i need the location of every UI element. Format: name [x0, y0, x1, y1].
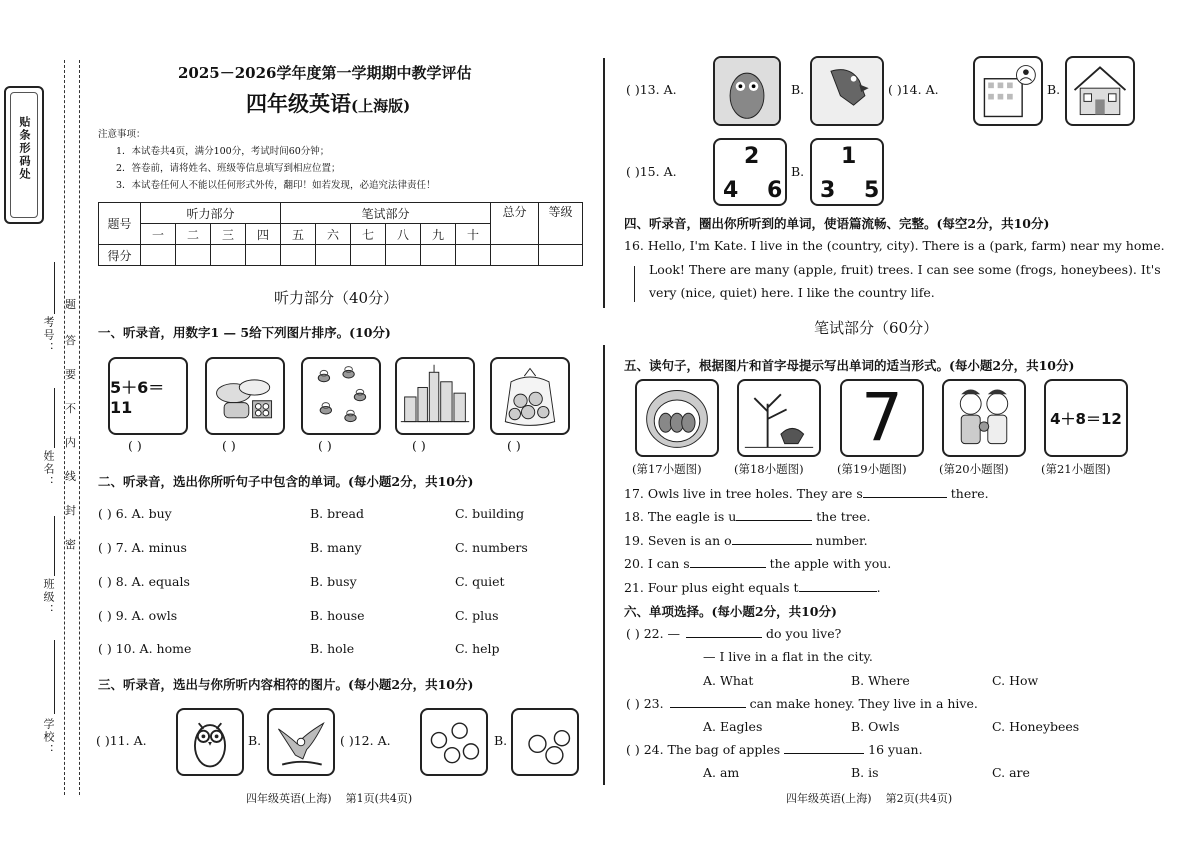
seal-char: 线 — [65, 470, 76, 483]
eagle-photo-icon — [810, 56, 884, 126]
answer-blank[interactable] — [863, 486, 947, 498]
note-item: 1．本试卷共4页，满分100分，考试时间60分钟； — [116, 146, 330, 157]
seal-char: 密 — [65, 538, 76, 551]
school-field[interactable] — [54, 640, 55, 714]
question-19 — [624, 533, 868, 548]
option-b: B. many — [310, 540, 362, 555]
bread-icon — [205, 357, 285, 435]
eagle-under-tree-icon — [737, 379, 821, 457]
question-7[interactable]: ( ) 7. A. minus — [98, 540, 187, 555]
option-b-label: B. — [791, 82, 805, 97]
option-b: B. hole — [310, 641, 355, 656]
house-icon — [1065, 56, 1135, 126]
city-buildings-icon — [395, 357, 475, 435]
answer-blank[interactable] — [736, 509, 812, 521]
subject-title — [246, 88, 410, 118]
score-cell[interactable] — [386, 245, 421, 266]
bracket-mark — [634, 266, 639, 302]
subject-name: 四年级英语 — [246, 91, 351, 116]
flat-building-icon — [973, 56, 1043, 126]
owl-icon — [176, 708, 244, 776]
option-c: C. building — [455, 506, 525, 521]
edition-label: (上海版) — [351, 97, 411, 115]
answer-blank[interactable] — [732, 533, 812, 545]
question-text: 20. I can s — [624, 556, 690, 571]
section-1-heading: 一、听录音，用数字1 — 5给下列图片排序。(10分) — [98, 325, 391, 340]
option-b[interactable]: B. Where — [851, 673, 910, 688]
big-seven: 7 — [861, 379, 903, 456]
numeral: 四 — [246, 224, 281, 245]
exam-no-field[interactable] — [54, 262, 55, 314]
score-cell[interactable] — [281, 245, 316, 266]
notes-heading: 注意事项： — [98, 129, 146, 140]
math-text: 4＋8＝12 — [1050, 409, 1122, 428]
option-c: C. quiet — [455, 574, 505, 589]
answer-blank[interactable] — [686, 626, 762, 638]
option-b-label: B. — [248, 733, 262, 748]
question-10[interactable]: ( ) 10. A. home — [98, 641, 192, 656]
question-text: can make honey. They live in a hive. — [745, 696, 978, 711]
numeral: 三 — [211, 224, 246, 245]
seal-char: 题 — [65, 298, 76, 311]
answer-blank[interactable] — [690, 556, 766, 568]
footer-page-2: 四年级英语(上海) 第2页(共4页) — [786, 792, 953, 805]
barcode-label: 贴条形码处 — [18, 116, 31, 181]
option-b[interactable]: B. is — [851, 765, 879, 780]
question-text: 19. Seven is an o — [624, 533, 732, 548]
option-a[interactable]: A. Eagles — [703, 719, 763, 734]
bag-of-apples-icon — [490, 357, 570, 435]
section-4-heading: 四、听录音，圈出你所听到的单词，使语篇流畅、完整。(每空2分，共10分) — [624, 216, 1050, 231]
writing-heading: 笔试部分（60分） — [814, 319, 939, 337]
score-cell[interactable] — [211, 245, 246, 266]
score-cell[interactable] — [491, 245, 539, 266]
answer-blank[interactable] — [670, 696, 746, 708]
listening-header: 听力部分 — [141, 203, 281, 224]
question-prefix: ( ) 23. — [626, 696, 664, 711]
score-cell[interactable] — [456, 245, 491, 266]
owl-photo-icon — [713, 56, 781, 126]
question-8[interactable]: ( ) 8. A. equals — [98, 574, 190, 589]
question-text: 17. Owls live in tree holes. They are s — [624, 486, 863, 501]
school-label: 学校： — [42, 718, 55, 757]
score-cell[interactable] — [351, 245, 386, 266]
order-answer-blank[interactable]: ( ) — [412, 438, 426, 453]
option-b-label: B. — [1047, 82, 1061, 97]
card-number: 5 — [864, 178, 880, 203]
question-text: the tree. — [812, 509, 871, 524]
picture-caption: (第17小题图) — [632, 462, 702, 476]
binding-line — [64, 60, 65, 795]
picture-caption: (第20小题图) — [939, 462, 1009, 476]
option-b: B. busy — [310, 574, 357, 589]
question-13[interactable]: ( )13. A. — [626, 82, 677, 97]
writing-header: 笔试部分 — [281, 203, 491, 224]
option-a[interactable]: A. What — [703, 673, 754, 688]
order-answer-blank[interactable]: ( ) — [507, 438, 521, 453]
option-b: B. house — [310, 608, 365, 623]
seal-char: 要 — [65, 368, 76, 381]
order-answer-blank[interactable]: ( ) — [128, 438, 142, 453]
footer-page-1: 四年级英语(上海) 第1页(共4页) — [246, 792, 413, 805]
option-b-label: B. — [791, 164, 805, 179]
seal-char: 内 — [65, 436, 76, 449]
grade-header: 等级 — [539, 203, 583, 245]
card-number: 1 — [841, 144, 857, 169]
exam-title: 2025－2026学年度第一学期期中教学评估 — [178, 64, 472, 82]
picture-math-5-plus-6 — [108, 357, 188, 435]
score-cell[interactable] — [316, 245, 351, 266]
passage-line: 16. Hello, I'm Kate. I live in the (country, city). There is a (park, farm) near my home. — [624, 238, 1165, 253]
question-9[interactable]: ( ) 9. A. owls — [98, 608, 178, 623]
eagle-icon — [267, 708, 335, 776]
question-prefix: ( ) 22. — — [626, 626, 681, 641]
numeral: 十 — [456, 224, 491, 245]
math-4-plus-8-card — [1044, 379, 1128, 457]
numbers-odd-card — [810, 138, 884, 206]
question-21 — [624, 580, 881, 595]
option-c[interactable]: C. Honeybees — [992, 719, 1080, 734]
question-22-answer-line: — I live in a flat in the city. — [703, 649, 873, 664]
score-cell[interactable] — [176, 245, 211, 266]
seal-char: 答 — [65, 334, 76, 347]
option-b-label: B. — [494, 733, 508, 748]
passage-line: Look! There are many (apple, fruit) trees. I can see some (frogs, honeybees). It's — [649, 262, 1161, 277]
question-text: 21. Four plus eight equals t — [624, 580, 799, 595]
answer-blank[interactable] — [799, 580, 877, 592]
question-14[interactable]: ( )14. A. — [888, 82, 939, 97]
order-answer-blank[interactable]: ( ) — [318, 438, 332, 453]
page-divider — [603, 58, 605, 308]
question-11[interactable]: ( )11. A. — [96, 733, 147, 748]
exam-no-label: 考号： — [42, 316, 55, 355]
score-cell[interactable] — [246, 245, 281, 266]
name-field[interactable] — [54, 388, 55, 448]
option-a[interactable]: A. am — [703, 765, 740, 780]
score-cell[interactable] — [539, 245, 583, 266]
question-text: . — [876, 580, 881, 595]
option-c: C. numbers — [455, 540, 528, 555]
numeral: 二 — [176, 224, 211, 245]
question-20 — [624, 556, 891, 571]
option-b[interactable]: B. Owls — [851, 719, 900, 734]
question-17 — [624, 486, 989, 501]
picture-caption: (第21小题图) — [1041, 462, 1111, 476]
numeral: 七 — [351, 224, 386, 245]
apples-three-icon — [420, 708, 488, 776]
question-12[interactable]: ( )12. A. — [340, 733, 391, 748]
question-text: the apple with you. — [765, 556, 892, 571]
class-field[interactable] — [54, 516, 55, 576]
question-23[interactable] — [626, 696, 978, 711]
option-c[interactable]: C. are — [992, 765, 1030, 780]
passage-line: very (nice, quiet) here. I like the country life. — [649, 285, 935, 300]
section-2-heading: 二、听录音，选出你所听句子中包含的单词。(每小题2分，共10分) — [98, 474, 474, 489]
card-number: 6 — [767, 178, 783, 203]
question-text: there. — [946, 486, 989, 501]
total-header: 总分 — [491, 203, 539, 245]
numbers-even-card — [713, 138, 787, 206]
numeral: 六 — [316, 224, 351, 245]
question-text: 18. The eagle is u — [624, 509, 737, 524]
option-b: B. bread — [310, 506, 364, 521]
card-number: 2 — [744, 144, 760, 169]
numeral: 五 — [281, 224, 316, 245]
honeybees-icon — [301, 357, 381, 435]
question-prefix: ( ) 24. The bag of apples — [626, 742, 781, 757]
order-answer-blank[interactable]: ( ) — [222, 438, 236, 453]
note-item: 2．答卷前，请将姓名、班级等信息填写到相应位置； — [116, 163, 341, 174]
option-c[interactable]: C. How — [992, 673, 1039, 688]
option-c: C. help — [455, 641, 500, 656]
apples-two-icon — [511, 708, 579, 776]
kids-sharing-apple-icon — [942, 379, 1026, 457]
math-text: 5＋6＝11 — [110, 378, 165, 417]
numeral: 九 — [421, 224, 456, 245]
option-c: C. plus — [455, 608, 499, 623]
question-15[interactable]: ( )15. A. — [626, 164, 677, 179]
question-22[interactable] — [626, 626, 841, 641]
number-seven-card — [840, 379, 924, 457]
question-24[interactable] — [626, 742, 923, 757]
answer-blank[interactable] — [784, 742, 864, 754]
barcode-box — [4, 86, 44, 224]
question-6[interactable]: ( ) 6. A. buy — [98, 506, 172, 521]
question-18 — [624, 509, 870, 524]
score-table — [98, 202, 583, 266]
class-label: 班级： — [42, 578, 55, 617]
question-text: 16 yuan. — [864, 742, 923, 757]
numeral: 一 — [141, 224, 176, 245]
numeral: 八 — [386, 224, 421, 245]
listening-heading: 听力部分（40分） — [274, 289, 399, 307]
card-number: 4 — [723, 178, 739, 203]
name-label: 姓名： — [42, 450, 55, 489]
picture-caption: (第19小题图) — [837, 462, 907, 476]
note-item: 3．本试卷任何人不能以任何形式外传，翻印！如若发现，必追究法律责任！ — [116, 180, 436, 191]
row-label: 题号 — [99, 203, 141, 245]
owls-in-tree-icon — [635, 379, 719, 457]
section-3-heading: 三、听录音，选出与你所听内容相符的图片。(每小题2分，共10分) — [98, 677, 474, 692]
card-number: 3 — [820, 178, 836, 203]
score-cell[interactable] — [421, 245, 456, 266]
seal-char: 封 — [65, 504, 76, 517]
binding-line — [79, 60, 80, 795]
seal-char: 不 — [65, 402, 76, 415]
question-text: do you live? — [762, 626, 842, 641]
page-divider — [603, 345, 605, 785]
section-6-heading: 六、单项选择。(每小题2分，共10分) — [624, 604, 837, 619]
question-text: number. — [811, 533, 868, 548]
picture-caption: (第18小题图) — [734, 462, 804, 476]
row-label: 得分 — [99, 245, 141, 266]
score-cell[interactable] — [141, 245, 176, 266]
section-5-heading: 五、读句子，根据图片和首字母提示写出单词的适当形式。(每小题2分，共10分) — [624, 358, 1075, 373]
